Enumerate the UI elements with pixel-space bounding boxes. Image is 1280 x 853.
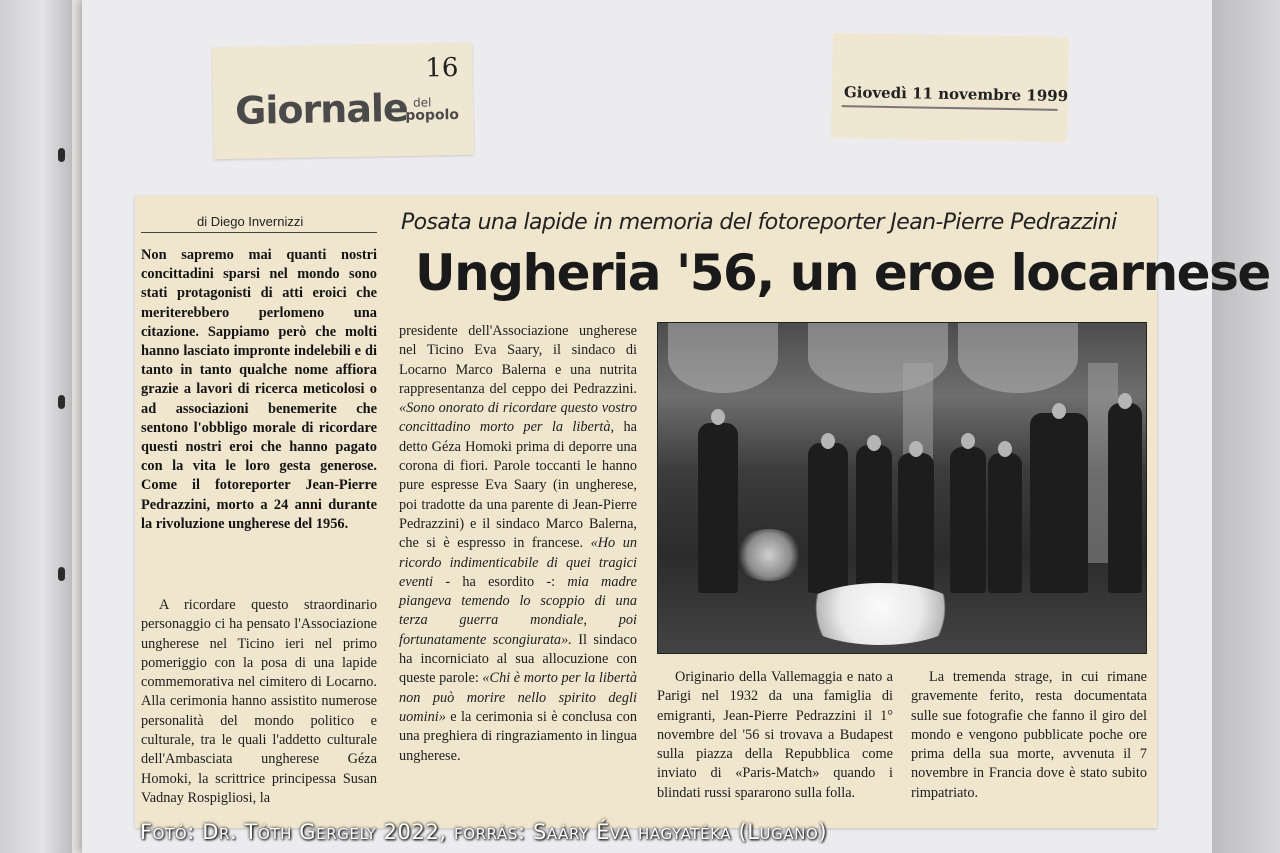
col2-text: presidente dell'Associazione ungherese nel Ticino Eva Saary, il sindaco di Locarno Marco Balerna e una nutrita rappresentanza del ceppo dei Pedrazzini. <box>399 323 637 397</box>
binder-hole <box>58 395 65 409</box>
byline: di Diego Invernizzi <box>197 214 304 229</box>
album-edge <box>1212 0 1280 853</box>
article-clipping <box>135 196 1270 828</box>
column-2-paragraph <box>399 322 637 766</box>
column-1-paragraph: A ricordare questo straordinario personaggio ci ha pensato l'Associazione ungherese nel Ticino ieri nel primo pomeriggio con la posa di una lapide commemorativa nel cimitero di Locarno. Alla cerimonia hanno assistito numerose personalità del mondo politico e culturale, tra le quali l'addetto culturale dell'Ambasciata ungherese Géza Homoki, la scrittrice principessa Susan Vadnay Rospigliosi, la <box>141 597 377 806</box>
wreath <box>734 529 804 581</box>
col2-quote: «Ho un ricordo indimenticabile di quei tragici eventi <box>399 535 637 590</box>
newspaper-logo-del: del <box>412 95 432 110</box>
column-3 <box>657 668 893 803</box>
page-number: 16 <box>425 52 459 84</box>
column-2 <box>399 322 637 766</box>
date-rule <box>842 105 1058 111</box>
byline-rule <box>141 232 377 233</box>
col2-text: - ha esordito -: <box>433 573 568 590</box>
article-kicker: Posata una lapide in memoria del fotoreporter Jean-Pierre Pedrazzini <box>401 210 1117 235</box>
issue-date: Giovedì 11 novembre 1999 <box>843 83 1069 106</box>
col2-text: e la cerimonia si è conclusa con una preghiera di ringraziamento in lingua ungherese. <box>399 708 637 764</box>
binder-hole <box>58 148 65 162</box>
column-1 <box>141 596 377 808</box>
column-3-paragraph: Originario della Vallemaggia e nato a Parigi nel 1932 da una famiglia di emigranti, Jean-Pierre Pedrazzini il 1° novembre del '56 si trovava a Budapest sulla piazza della Repubblica come inviato di «Paris-Match» quando i blindati russi spararono sulla folla. <box>657 669 893 801</box>
article-photo <box>657 322 1147 654</box>
col2-text: ha detto Géza Homoki prima di deporre una corona di fiori. Parole toccanti le hanno pure espresse Eva Saary (in ungherese, poi tradotte da una parente di Jean-Pierre Pedrazzini) e il sindaco Marco Balerna, che si è espresso in francese. <box>399 419 637 552</box>
col2-quote: «Sono onorato di ricordare questo vostro concittadino morto per la libertà, <box>399 400 637 436</box>
flower-bouquet <box>798 583 963 645</box>
binder-hole <box>58 567 65 581</box>
col2-text: Il sindaco ha incorniciato al sua allocuzione con queste parole: <box>399 631 637 687</box>
newspaper-logo-popolo: popolo <box>405 106 460 124</box>
col2-quote: «Chi è morto per la libertà non può morire nello spirito degli uomini» <box>399 670 637 725</box>
column-4 <box>911 668 1147 803</box>
date-clipping <box>831 33 1069 142</box>
col2-quote: mia madre piangeva temendo lo scoppio di una terza guerra mondiale, poi fortunatamente scongiurata». <box>399 573 637 648</box>
column-4-paragraph: La tremenda strage, in cui rimane gravemente ferito, resta documentata sulle sue fotografie che fanno il giro del mondo e vengono pubblicate poche ore prima della sua morte, avvenuta il 7 novembre in Francia dove è stato subito rimpatriato. <box>911 669 1147 801</box>
photo-credit-watermark: Fotó: Dr. Tóth Gergely 2022, forrás: Saáry Éva hagyatéka (Lugano) <box>140 820 828 844</box>
newspaper-logo: Giornale <box>234 85 409 133</box>
article-headline: Ungheria '56, un eroe locarnese <box>415 244 1270 302</box>
article-lead <box>141 246 377 534</box>
album-spine <box>0 0 72 853</box>
masthead-clipping <box>212 43 474 160</box>
lead-paragraph: Non sapremo mai quanti nostri concittadini sparsi nel mondo sono stati protagonisti di atti eroici che meriterebbero perlomeno una citazione. Sappiamo però che molti hanno lasciato impronte indelebili e di tanto in tanto qualche nome affiora grazie a lavori di ricerca meticolosi o ad associazioni benemerite che sentono l'obbligo morale di ricordare questi nostri eroi che hanno pagato con la vita le loro gesta generose. Come il fotoreporter Jean-Pierre Pedrazzini, morto a 24 anni durante la rivoluzione ungherese del 1956. <box>141 247 377 532</box>
